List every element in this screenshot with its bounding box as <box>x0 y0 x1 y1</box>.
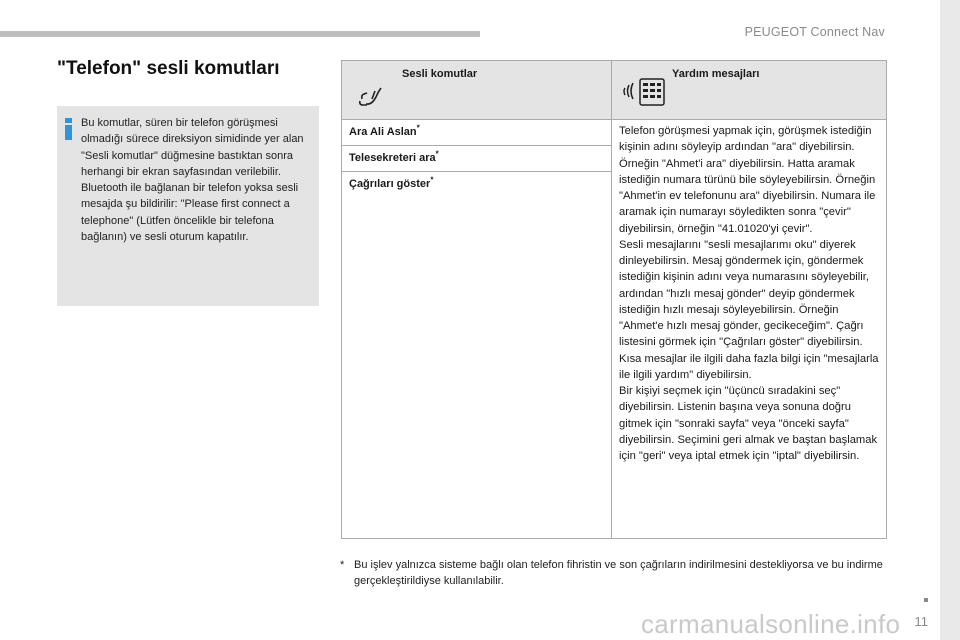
page-number: 11 <box>914 614 928 629</box>
help-text: Kısa mesajlar ile ilgili daha fazla bilgi için "mesajlarla ile ilgili yardım" diyebilirsin. <box>619 352 879 381</box>
footnote-marker: * <box>416 123 420 133</box>
footnote-marker: * <box>430 175 434 185</box>
help-text: Telefon görüşmesi yapmak için, görüşmek istediğin kişinin adını söyleyip ardından "ara" diyebilirsin. Örneğin "Ahmet'i ara" diyebilirsin. Hatta aramak istediğin numara türünü bile söyleyebilirsin. Örneğin "Ahmet'in ev telefonunu ara" diyebilirsin. Numara ile aramak için numarayı söyledikten sonra "çevir" diyebilirsin, örneğin "41.01020'yi çevir". <box>619 125 876 235</box>
voice-command-icon <box>358 75 388 110</box>
info-box <box>57 106 319 306</box>
info-paragraph-2: Bluetooth ile bağlanan bir telefon yoksa sesli mesajda şu bildirilir: "Please first connect a telephone" (Lütfen öncelikle bir telefona bağlanın) ve sesli oturum kapatılır. <box>81 182 299 244</box>
page-title: "Telefon" sesli komutları <box>57 58 280 79</box>
command-label: Telesekreteri ara <box>349 152 436 164</box>
info-paragraph-1: Bu komutlar, süren bir telefon görüşmesi olmadığı sürece direksiyon simidinde yer alan "Sesli komutlar" düğmesine bastıktan sonra herhangi bir ekran sayfasından verilebilir. <box>81 117 304 178</box>
header-rule <box>0 31 480 37</box>
command-cell <box>342 172 612 539</box>
header-title: PEUGEOT Connect Nav <box>744 25 885 39</box>
info-icon <box>65 118 72 140</box>
command-cell <box>342 120 612 146</box>
header-help-messages-label: Yardım mesajları <box>672 68 760 80</box>
header-voice-commands <box>342 61 612 120</box>
header-help-messages <box>612 61 887 120</box>
footnote-marker: * <box>435 149 439 159</box>
page-marker-dot <box>924 598 928 602</box>
header-voice-commands-label: Sesli komutlar <box>402 68 478 80</box>
command-label: Çağrıları göster <box>349 178 431 190</box>
watermark: carmanualsonline.info <box>641 609 901 639</box>
help-keypad-icon <box>622 73 668 112</box>
command-cell <box>342 146 612 172</box>
footnote-marker: * <box>340 559 345 571</box>
help-text: Sesli mesajlarını "sesli mesajlarımı oku" diyerek dinleyebilirsin. Mesaj göndermek için, göndermek istediğin kişinin adını veya numarasını söyleyebilir, ardından "hızlı mesaj gönder" deyip göndermek istediğin hızlı mesajı söyleyebilirsin. Örneğin "Ahmet'e hızlı mesaj gönder, gecikeceğim". Çağrı listesini görmek için "Çağrıları göster" diyebilirsin. <box>619 238 869 349</box>
voice-commands-table <box>341 60 887 539</box>
footnote <box>340 557 885 589</box>
page-edge-rail <box>940 0 960 640</box>
help-messages-cell <box>612 120 887 539</box>
footnote-text: Bu işlev yalnızca sisteme bağlı olan telefon fihristin ve son çağrıların indirilmesini destekliyorsa ve bu indirme gerçekleştirildiyse kullanılabilir. <box>354 559 883 587</box>
command-label: Ara Ali Aslan <box>349 126 417 138</box>
help-text: Bir kişiyi seçmek için "üçüncü sıradakini seç" diyebilirsin. Listenin başına veya sonuna doğru gitmek için "sonraki sayfa" veya "önceki sayfa" diyebilirsin. Seçimini geri almak ve baştan başlamak için "geri" veya iptal etmek için "iptal" diyebilirsin. <box>619 385 878 462</box>
